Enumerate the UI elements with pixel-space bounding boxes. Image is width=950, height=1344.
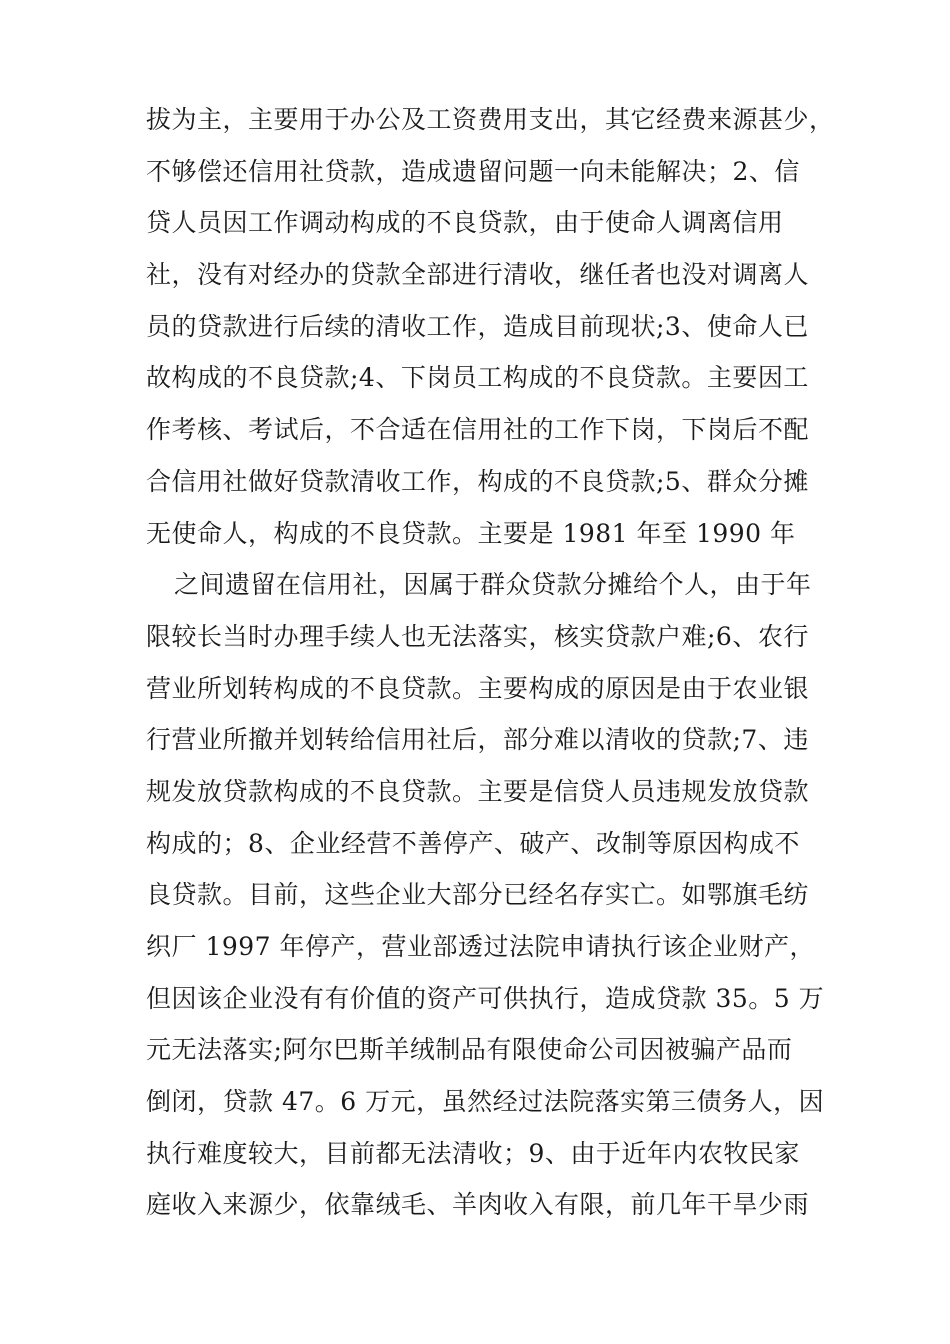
text-line: 贷人员因工作调动构成的不良贷款，由于使命人调离信用 [146,208,784,238]
text-line: 无使命人，构成的不良贷款。主要是 1981 年至 1990 年 [146,518,796,548]
text-line: 故构成的不良贷款;4、下岗员工构成的不良贷款。主要因工 [146,363,809,393]
body-text [146,94,835,1231]
text-line: 限较长当时办理手续人也无法落实，核实贷款户难;6、农行 [146,621,809,651]
text-line: 社，没有对经办的贷款全部进行清收，继任者也没对调离人 [146,260,810,290]
text-line: 行营业所撤并划转给信用社后，部分难以清收的贷款;7、违 [146,725,809,755]
text-line: 但因该企业没有有价值的资产可供执行，造成贷款 35。5 万 [146,983,825,1013]
text-line: 合信用社做好贷款清收工作，构成的不良贷款;5、群众分摊 [146,466,809,496]
text-line: 庭收入来源少，依靠绒毛、羊肉收入有限，前几年干旱少雨 [146,1190,810,1220]
text-line: 规发放贷款构成的不良贷款。主要是信贷人员违规发放贷款 [146,776,810,806]
text-line: 倒闭，贷款 47。6 万元，虽然经过法院落实第三债务人，因 [146,1087,825,1117]
text-line: 拔为主，主要用于办公及工资费用支出，其它经费来源甚少， [146,105,835,134]
text-line: 作考核、考试后，不合适在信用社的工作下岗，下岗后不配 [146,415,810,445]
text-line: 营业所划转构成的不良贷款。主要构成的原因是由于农业银 [146,673,810,703]
text-line: 之间遗留在信用社，因属于群众贷款分摊给个人，由于年 [174,570,812,600]
text-line: 织厂 1997 年停产，营业部透过法院申请执行该企业财产， [146,932,816,961]
text-line: 元无法落实;阿尔巴斯羊绒制品有限使命公司因被骗产品而 [146,1035,793,1065]
text-line: 不够偿还信用社贷款，造成遗留问题一向未能解决；2、信 [146,156,800,186]
text-line: 良贷款。目前，这些企业大部分已经名存实亡。如鄂旗毛纺 [146,880,810,910]
text-line: 构成的；8、企业经营不善停产、破产、改制等原因构成不 [146,828,800,858]
text-line: 执行难度较大，目前都无法清收；9、由于近年内农牧民家 [146,1138,800,1168]
text-line: 员的贷款进行后续的清收工作，造成目前现状;3、使命人已 [146,311,809,341]
